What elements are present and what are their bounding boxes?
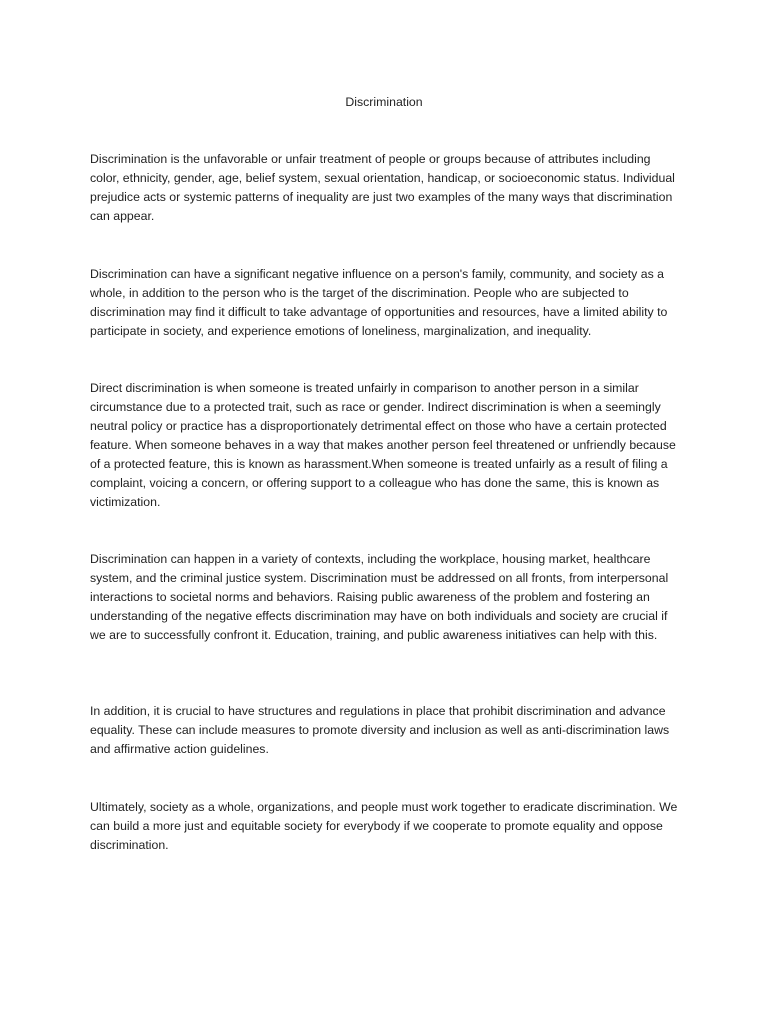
paragraph-definition: Discrimination is the unfavorable or unfair treatment of people or groups because of attributes including color, ethnicity, gender, age, belief system, sexual orientation, handicap, or socioeconomic status. Individual prejudice acts or systemic patterns of inequality are just two examples of the many ways that discrimination can appear.	[90, 152, 675, 223]
paragraph-regulations: In addition, it is crucial to have structures and regulations in place that prohibit discrimination and advance equality. These can include measures to promote diversity and inclusion as well as anti-discrimination laws and affirmative action guidelines.	[90, 704, 670, 756]
paragraph-impact: Discrimination can have a significant negative influence on a person's family, community, and society as a whole, in addition to the person who is the target of the discrimination. People who are subjected to discrimination may find it difficult to take advantage of opportunities and resources, have a limited ability to participate in society, and experience emotions of loneliness, marginalization, and inequality.	[90, 267, 668, 338]
document-title: Discrimination	[345, 95, 423, 109]
paragraph-conclusion: Ultimately, society as a whole, organizations, and people must work together to eradicate discrimination. We can build a more just and equitable society for everybody if we cooperate to promote equality and oppose discrimination.	[90, 800, 678, 852]
paragraph-contexts: Discrimination can happen in a variety of contexts, including the workplace, housing market, healthcare system, and the criminal justice system. Discrimination must be addressed on all fronts, from interpersonal interactions to societal norms and behaviors. Raising public awareness of the problem and fostering an understanding of the negative effects discrimination may have on both individuals and society are crucial if we are to successfully confront it. Education, training, and public awareness initiatives can help with this.	[90, 552, 669, 642]
paragraph-types: Direct discrimination is when someone is treated unfairly in comparison to another person in a similar circumstance due to a protected trait, such as race or gender. Indirect discrimination is when a seemingly neutral policy or practice has a disproportionately detrimental effect on those who have a certain protected feature. When someone behaves in a way that makes another person feel threatened or unfriendly because of a protected feature, this is known as harassment.When someone is treated unfairly as a result of filing a complaint, voicing a concern, or offering support to a colleague who has done the same, this is known as victimization.	[90, 381, 676, 509]
